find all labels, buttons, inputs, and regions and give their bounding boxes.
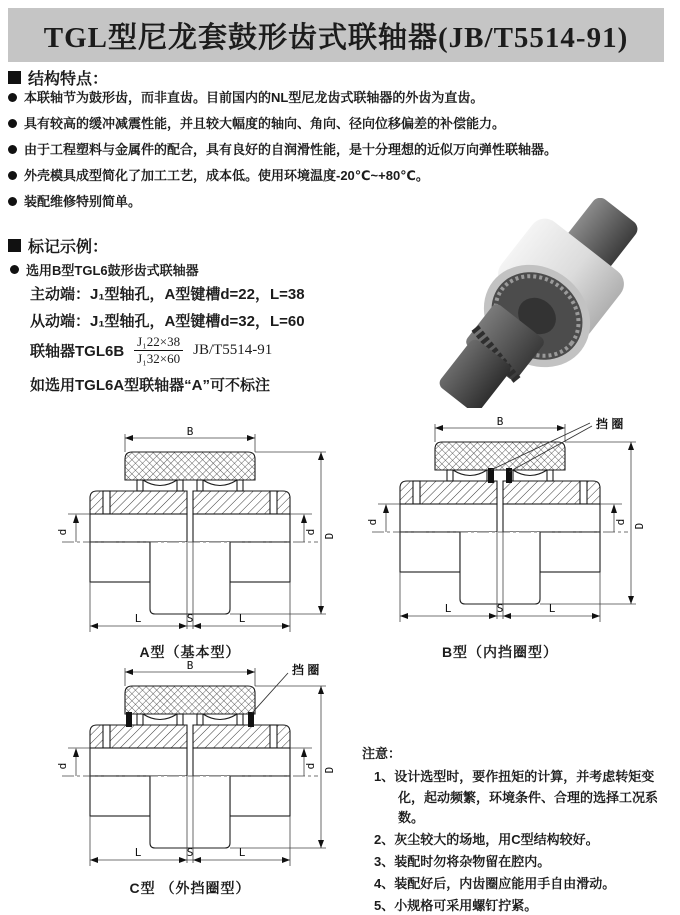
marking-note: 如选用TGL6A型联轴器“A”可不标注 bbox=[30, 377, 271, 394]
bullet-icon bbox=[10, 265, 19, 274]
diagram-b-type bbox=[350, 414, 650, 632]
dim-label-l: L bbox=[134, 612, 142, 625]
notes-list bbox=[362, 767, 674, 915]
dim-label-l: L bbox=[238, 846, 246, 859]
dim-label-l: L bbox=[238, 612, 246, 625]
dim-label-l: L bbox=[134, 846, 142, 859]
caption-a-type: A型（基本型） bbox=[139, 644, 241, 660]
coupling-drawing bbox=[62, 668, 326, 866]
page-title: TGL型尼龙套鼓形齿式联轴器(JB/T5514-91) bbox=[8, 8, 664, 62]
list-item: 2、灰尘较大的场地，用C型结构较好。 bbox=[374, 832, 599, 848]
diagram-c-type bbox=[40, 658, 340, 876]
marking-designation bbox=[30, 334, 272, 368]
designation-prefix: 联轴器TGL6B bbox=[30, 343, 125, 361]
coupling-drawing bbox=[372, 424, 636, 622]
notes-title: 注意： bbox=[362, 746, 402, 761]
dim-label-s: S bbox=[186, 612, 194, 625]
dim-label-d: d bbox=[366, 518, 379, 526]
dim-label-s: S bbox=[496, 602, 504, 615]
designation-fraction bbox=[134, 334, 183, 368]
dim-label-D: D bbox=[323, 532, 336, 540]
dim-label-D: D bbox=[633, 522, 646, 530]
marking-intro-text: 选用B型TGL6鼓形齿式联轴器 bbox=[26, 263, 199, 278]
dim-label-d: d bbox=[304, 762, 317, 770]
dim-label-l: L bbox=[548, 602, 556, 615]
coupling-drawing bbox=[62, 434, 326, 632]
bullet-icon bbox=[8, 171, 17, 180]
list-item: 5、小规格可采用螺钉拧紧。 bbox=[374, 897, 538, 913]
marking-driven-end: 从动端：J₁型轴孔，A型键槽d=32，L=60 bbox=[30, 313, 305, 330]
notes-section bbox=[362, 744, 674, 915]
feature-text: 本联轴节为鼓形齿，而非直齿。目前国内的NL型尼龙齿式联轴器的外齿为直齿。 bbox=[24, 90, 484, 105]
bullet-icon bbox=[8, 119, 17, 128]
dim-label-d: d bbox=[304, 528, 317, 536]
caption-c-type: C型 （外挡圈型） bbox=[129, 880, 251, 896]
section-heading-features bbox=[8, 66, 108, 89]
section-heading-label: 结构特点： bbox=[28, 71, 109, 88]
dim-label-b: B bbox=[186, 425, 194, 438]
diagram-a-type bbox=[40, 424, 340, 642]
section-heading-marking bbox=[8, 234, 108, 257]
marking-drive-end: 主动端：J₁型轴孔，A型键槽d=22，L=38 bbox=[30, 286, 305, 303]
list-item: 3、装配时勿将杂物留在腔内。 bbox=[374, 853, 551, 869]
list-item: 4、装配好后，内齿圈应能用手自由滑动。 bbox=[374, 875, 616, 891]
fraction-denominator: J₁32×60 bbox=[137, 351, 181, 367]
bullet-icon bbox=[8, 93, 17, 102]
bullet-icon bbox=[8, 145, 17, 154]
list-item bbox=[8, 90, 674, 107]
product-photo bbox=[425, 198, 650, 408]
dim-label-l: L bbox=[444, 602, 452, 615]
list-item bbox=[8, 168, 674, 185]
ring-label: 挡 圈 bbox=[292, 663, 320, 677]
dim-label-s: S bbox=[186, 846, 194, 859]
fraction-numerator: J₁22×38 bbox=[134, 334, 183, 351]
marking-intro bbox=[10, 260, 199, 279]
dim-label-b: B bbox=[186, 659, 194, 672]
section-square-icon bbox=[8, 71, 21, 84]
feature-text: 装配维修特别简单。 bbox=[24, 193, 142, 209]
list-item: 1、设计选型时，要作扭矩的计算，并考虑转矩变化，起动频繁，环境条件、合理的选择工况系数。 bbox=[374, 768, 659, 826]
caption-b-type: B型（内挡圈型） bbox=[441, 644, 559, 660]
dim-label-D: D bbox=[323, 766, 336, 774]
dim-label-d: d bbox=[56, 762, 69, 770]
list-item bbox=[8, 142, 674, 159]
feature-text: 外壳模具成型简化了加工工艺，成本低。使用环境温度-20℃~+80℃。 bbox=[24, 167, 429, 183]
ring-label: 挡 圈 bbox=[596, 417, 624, 431]
dim-label-b: B bbox=[496, 415, 504, 428]
dim-label-d: d bbox=[56, 528, 69, 536]
list-item bbox=[8, 116, 674, 133]
bullet-icon bbox=[8, 197, 17, 206]
feature-text: 由于工程塑料与金属件的配合，具有良好的自润滑性能，是十分理想的近似万向弹性联轴器。 bbox=[24, 141, 558, 157]
section-square-icon bbox=[8, 239, 21, 252]
section-heading-label: 标记示例： bbox=[28, 239, 109, 256]
dim-label-d: d bbox=[614, 518, 627, 526]
designation-standard: JB/T5514-91 bbox=[193, 342, 273, 359]
feature-text: 具有较高的缓冲减震性能，并且较大幅度的轴向、角向、径向位移偏差的补偿能力。 bbox=[24, 115, 506, 131]
